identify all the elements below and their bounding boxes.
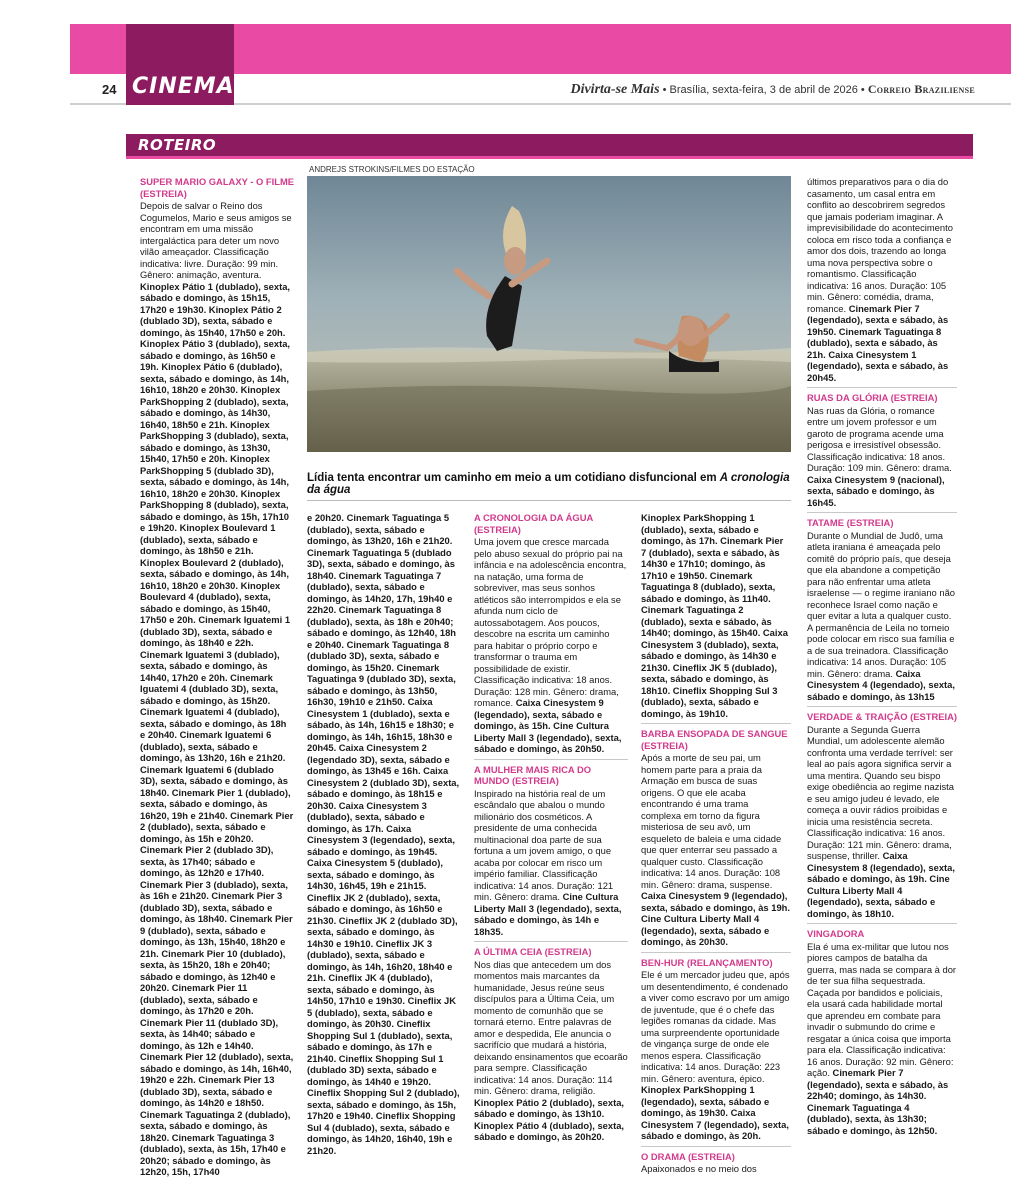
listing-column-2	[307, 512, 461, 1156]
header-section-band	[126, 24, 234, 74]
film-body	[641, 969, 791, 1142]
film-listing	[474, 764, 628, 943]
film-body	[641, 1163, 791, 1175]
film-still-photo	[307, 176, 791, 452]
film-body	[807, 530, 957, 703]
film-body	[807, 724, 957, 920]
film-synopsis: Nas ruas da Glória, o romance entre um jovem professor e um garoto de programa acende uma perigosa e irresistível obsessão. Classificação indicativa: 18 anos. Duração: 109 min. Gênero: drama.	[807, 404, 952, 473]
photo-caption	[307, 472, 791, 496]
masthead-bullet: •	[662, 84, 667, 96]
film-listing	[641, 728, 791, 953]
listing-column-1	[140, 176, 295, 1177]
film-title: SUPER MARIO GALAXY - O FILME (ESTREIA)	[140, 176, 295, 199]
film-sessions: Caixa Cinesystem 9 (legendado), sexta, sábado e domingo, às 15h. Cine Cultura Liberty Mall 3 (legendado), sexta, sábado e domingo, às 20h50.	[474, 697, 622, 754]
film-title: VINGADORA	[807, 928, 865, 939]
film-sessions: Caixa Cinesystem 9 (nacional), sexta, sábado e domingo, às 16h45.	[807, 473, 945, 508]
film-sessions: e 20h20. Cinemark Taguatinga 5 (dublado), sexta, sábado e domingo, às 13h20, 16h e 21h20. Cinemark Taguatinga 5 (dublado 3D), sexta, sábado e domingo, às 18h40. Cinemark Taguatinga 7 (dublado), sexta, sábado e domingo, às 14h20, 17h, 19h40 e 22h20. Cinemark Taguatinga 8 (dublado), sexta, às 18h e 20h40; sábado e domingo, às 12h40, 18h e 20h40. Cinemark Taguatinga 8 (dublado 3D), sexta, sábado e domingo, às 15h20. Cinemark Taguatinga 9 (dublado 3D), sexta, sábado e domingo, às 13h50, 16h30, 19h10 e 21h50. Caixa Cinesystem 1 (dublado), sexta e sábado, às 14h, 16h15 e 18h30; e domingo, às 14h, 16h15, 18h30 e 20h45. Caixa Cinesystem 2 (legendado 3D), sexta, sábado e domingo, às 13h45 e 16h. Caixa Cinesystem 2 (dublado 3D), sexta, sábado e domingo, às 18h15 e 20h30. Caixa Cinesystem 3 (dublado), sexta, sábado e domingo, às 17h. Caixa Cinesystem 3 (legendado), sexta, sábado e domingo, às 19h45. Caixa Cinesystem 5 (dublado), sexta, sábado e domingo, às 14h30, 16h45, 19h e 21h15. Cineflix JK 2 (dublado), sexta, sábado e domingo, às 16h50 e 21h30. Cineflix JK 2 (dublado 3D), sexta, sábado e domingo, às 14h30 e 19h10. Cineflix JK 3 (dublado), sexta, sábado e domingo, às 14h, 16h20, 18h40 e 21h. Cineflix JK 4 (dublado), sexta, sábado e domingo, às 14h50, 17h10 e 19h30. Cineflix JK 5 (dublado), sexta, sábado e domingo, às 20h30. Cineflix Shopping Sul 1 (dublado), sexta, sábado e domingo, às 17h e 21h40. Cineflix Shopping Sul 1 (dublado 3D) sexta, sábado e domingo, às 14h40 e 19h20. Cineflix Shopping Sul 2 (dublado), sexta, sábado e domingo, às 15h, 17h20 e 19h40. Cineflix Shopping Sul 4 (dublado), sexta, sábado e domingo, às 14h20, 16h40, 19h e 21h20.	[307, 512, 460, 1156]
film-synopsis: Ela é uma ex-militar que lutou nos piores campos de batalha da guerra, mas nada se compara à dor de ter sua filha sequestrada. Caçada por bandidos e policiais, ela usará cada habilidade mortal que aprendeu em combate para invadir o submundo do crime e resgatar a única coisa que importa para ela. Classificação indicativa: 16 anos. Duração: 92 min. Gênero: ação.	[807, 940, 957, 1078]
film-body	[807, 176, 957, 383]
film-synopsis: Após a morte de seu pai, um homem parte para a praia da Armação em busca de suas origens. O que ele acaba encontrando é uma trama complexa em torno da figura misteriosa de seu avô, um esqueleto de baleia e uma cidade que quer enterrar seu passado a qualquer custo. Classificação indicativa: 14 anos. Duração: 108 min. Gênero: drama, suspense.	[641, 752, 782, 890]
page-header	[70, 74, 1011, 105]
film-synopsis: Ele é um mercador judeu que, após um desentendimento, é condenado a viver como escravo por um amigo de juventude, que é o chefe das legiões romanas da cidade. Mas uma surpreendente oportunidade de vingança surge de onde ele menos espera. Classificação indicativa: 14 anos. Duração: 223 min. Gênero: aventura, épico.	[641, 969, 790, 1084]
film-title: TATAME (ESTREIA)	[807, 517, 894, 528]
film-sessions: Kinoplex Pátio 1 (dublado), sexta, sábado e domingo, às 15h15, 17h20 e 19h30. Kinoplex Pátio 2 (dublado 3D), sexta, sábado e domingo, às 15h40, 17h50 e 20h. Kinoplex Pátio 3 (dublado), sexta, sábado e domingo, às 16h50 e 19h. Kinoplex Pátio 6 (dublado), sexta, sábado e domingo, às 14h, 16h10, 18h20 e 20h30. Kinoplex ParkShopping 2 (dublado), sexta, sábado e domingo, às 14h30, 16h40, 18h50 e 21h. Kinoplex ParkShopping 3 (dublado), sexta, sábado e domingo, às 13h30, 15h40, 17h50 e 20h. Kinoplex ParkShopping 5 (dublado 3D), sexta, sábado e domingo, às 14h, 16h10, 18h20 e 20h30. Kinoplex ParkShopping 8 (dublado), sexta, sábado e domingo, às 15h, 17h10 e 19h20. Kinoplex Boulevard 1 (dublado), sexta, sábado e domingo, às 18h50 e 21h. Kinoplex Boulevard 2 (dublado), sexta, sábado e domingo, às 14h, 16h10, 18h20 e 20h30. Kinoplex Boulevard 4 (dublado), sexta, sábado e domingo, às 15h40, 17h50 e 20h. Cinemark Iguatemi 1 (dublado 3D), sexta, sábado e domingo, às 18h40 e 22h. Cinemark Iguatemi 3 (dublado), sexta, sábado e domingo, às 14h40, 17h20 e 20h. Cinemark Iguatemi 4 (dublado 3D), sexta, sábado e domingo, às 15h20. Cinemark Iguatemi 4 (dublado), sexta, sábado e domingo, às 18h e 20h40. Cinemark Iguatemi 6 (dublado), sexta, sábado e domingo, às 13h20, 16h e 21h20. Cinemark Iguatemi 6 (dublado 3D), sexta, sábado e domingo, às 18h40. Cinemark Pier 1 (dublado), sexta, sábado e domingo, às 16h20, 19h e 21h40. Cinemark Pier 2 (dublado), sexta, sábado e domingo, às 15h e 20h20. Cinemark Pier 2 (dublado 3D), sexta, às 17h40; sábado e domingo, às 12h20 e 17h40. Cinemark Pier 3 (dublado), sexta, às 16h e 21h20. Cinemark Pier 3 (dublado 3D), sexta, sábado e domingo, às 18h40. Cinemark Pier 9 (dublado), sexta, sábado e domingo, às 13h, 15h40, 18h20 e 21h. Cinemark Pier 10 (dublado), sexta, às 15h20, 18h e 20h40; sábado e domingo, às 12h40 e 20h20. Cinemark Pier 11 (dublado), sexta, sábado e domingo, às 17h20 e 20h. Cinemark Pier 11 (dublado 3D), sexta, às 14h40; sábado e domingo, às 12h e 14h40. Cinemark Pier 12 (dublado), sexta, sábado e domingo, às 14h, 16h40, 19h20 e 22h. Cinemark Pier 13 (dublado 3D), sexta, sábado e domingo, às 14h20 e 18h50. Cinemark Taguatinga 2 (dublado), sexta, sábado e domingo, às 18h20. Cinemark Taguatinga 3 (dublado), sexta, às 15h, 17h40 e 20h20; sábado e domingo, às 12h20, 15h, 17h40	[140, 280, 294, 1177]
film-sessions: Cinemark Pier 7 (legendado), sexta e sábado, às 19h50. Cinemark Taguatinga 8 (dublado), sexta e sábado, às 21h. Caixa Cinesystem 1 (legendado), sexta e sábado, às 20h45.	[807, 302, 949, 383]
header-color-band	[70, 24, 1011, 74]
roteiro-bar	[126, 134, 973, 156]
film-sessions: Kinoplex ParkShopping 1 (legendado), sexta, sábado e domingo, às 19h30. Caixa Cinesystem 7 (legendado), sexta, sábado e domingo, às 20h.	[641, 1084, 789, 1141]
listing-column-4	[641, 512, 791, 1174]
film-sessions: Kinoplex ParkShopping 1 (dublado), sexta, sábado e domingo, às 17h. Cinemark Pier 7 (dublado), sexta e sábado, às 14h30 e 17h10; domingo, às 17h10 e 19h50. Cinemark Taguatinga 8 (dublado), sexta, sábado e domingo, às 11h40. Cinemark Taguatinga 2 (dublado), sexta e sábado, às 14h40; domingo, às 15h40. Caixa Cinesystem 3 (dublado), sexta, sábado e domingo, às 14h30 e 21h30. Cineflix JK 5 (dublado), sexta, sábado e domingo, às 18h10. Cineflix Shopping Sul 3 (dublado), sexta, sábado e domingo, às 19h10.	[641, 512, 788, 719]
film-listing	[641, 1151, 791, 1179]
film-listing	[140, 176, 294, 1182]
listing-column-3	[474, 512, 628, 1142]
film-synopsis: Inspirado na história real de um escândalo que abalou o mundo milionário dos cosméticos. A presidente de uma conhecida multinacional doa parte de sua fortuna a um jovem amigo, o que acaba por colocar em risco um império familiar. Classificação indicativa: 14 anos. Duração: 121 min. Gênero: drama.	[474, 787, 614, 902]
section-label-box	[126, 70, 234, 105]
film-synopsis: últimos preparativos para o dia do casamento, um casal entra em conflito ao descobrirem segredos que jamais poderiam imaginar. A imprevisibilidade do acontecimento coloca em risco toda a confiança e amor dos dois, trazendo ao longa uma nova perspectiva sobre o romantismo. Classificação indicativa: 16 anos. Duração: 105 min. Gênero: comédia, drama, romance.	[807, 176, 953, 314]
film-synopsis: Durante a Segunda Guerra Mundial, um adolescente alemão confronta uma verdade terrível: ser leal ao país agora significa servir a uma mentira. Quando seu bispo exige obediência ao regime nazista e seu amigo judeu é levado, ele começa a ouvir rádios proibidas e inicia uma resistência secreta. Classificação indicativa: 16 anos. Duração: 121 min. Gênero: drama, suspense, thriller.	[807, 723, 954, 861]
section-title: CINEMA	[132, 74, 235, 99]
film-title: BARBA ENSOPADA DE SANGUE (ESTREIA)	[641, 728, 788, 751]
film-listing	[807, 392, 957, 513]
supplement-name: Divirta-se Mais	[570, 82, 660, 97]
film-body	[641, 512, 791, 719]
masthead	[570, 82, 975, 98]
film-body	[140, 200, 294, 1178]
photo-credit: ANDREJS STROKINS/FILMES DO ESTAÇÃO	[309, 165, 475, 174]
film-title: A MULHER MAIS RICA DO MUNDO (ESTREIA)	[474, 763, 592, 786]
film-body	[641, 752, 791, 948]
film-listing	[641, 957, 791, 1147]
film-body	[474, 959, 628, 1143]
film-body	[807, 941, 957, 1137]
film-synopsis: Nos dias que antecedem um dos momentos mais marcantes da humanidade, Jesus reúne seus discípulos para a Última Ceia, um momento de comunhão que se tornará eterno. Entre palavras de amor e despedida, Ele anuncia o sacrifício que mudará a história, deixando ensinamentos que ecoarão para sempre. Classificação indicativa: 14 anos. Duração: 114 min. Gênero: drama, religião.	[474, 958, 628, 1096]
masthead-bullet: •	[860, 84, 865, 96]
roteiro-rule	[126, 156, 973, 159]
film-title: A ÚLTIMA CEIA (ESTREIA)	[474, 946, 592, 957]
film-listing	[807, 928, 957, 1140]
film-body	[474, 788, 628, 938]
film-body	[807, 405, 957, 509]
film-synopsis: Durante o Mundial de Judô, uma atleta iraniana é ameaçada pelo comitê do próprio país, que deseja que ela abandone a competição para não enfrentar uma atleta israelense — o regime iraniano não reconhece Israel como nação e quer evitar a luta a qualquer custo. A permanência de Leila no torneio pode colocar em risco sua família e a de sua treinadora. Classificação indicativa: 14 anos. Duração: 105 min. Gênero: drama.	[807, 529, 955, 679]
newspaper-brand: Correio Braziliense	[867, 82, 975, 96]
film-sessions: Cinemark Pier 7 (legendado), sexta e sábado, às 22h40; domingo, às 14h30. Cinemark Taguatinga 4 (dublado), sexta, às 13h30; sábado e domingo, às 12h50.	[807, 1067, 949, 1136]
film-sessions: Cine Cultura Liberty Mall 3 (legendado), sexta, sábado e domingo, às 14h e 18h35.	[474, 891, 622, 937]
page-number: 24	[102, 82, 117, 97]
film-still-image	[307, 176, 791, 452]
dateline: Brasília, sexta-feira, 3 de abril de 2026	[669, 84, 858, 96]
film-sessions: Caixa Cinesystem 9 (legendado), sexta, sábado e domingo, às 19h. Cine Cultura Liberty Mall 4 (legendado), sexta, sábado e domingo, às 20h30.	[641, 890, 791, 947]
film-listing	[807, 711, 957, 924]
film-body	[307, 512, 461, 1156]
caption-film-title: A cronologia da água	[307, 472, 790, 496]
film-listing	[807, 517, 957, 707]
film-sessions: Caixa Cinesystem 4 (legendado), sexta, sábado e domingo, às 13h15	[807, 667, 955, 702]
film-title: VERDADE & TRAIÇÃO (ESTREIA)	[807, 711, 958, 722]
caption-rule	[307, 500, 791, 501]
film-title: BEN-HUR (RELANÇAMENTO)	[641, 956, 773, 968]
film-title: A CRONOLOGIA DA ÁGUA (ESTREIA)	[474, 512, 593, 535]
film-title: RUAS DA GLÓRIA (ESTREIA)	[807, 392, 938, 403]
roteiro-title: ROTEIRO	[138, 136, 217, 154]
film-title: O DRAMA (ESTREIA)	[641, 1150, 735, 1162]
film-listing	[474, 946, 628, 1147]
film-synopsis: Depois de salvar o Reino dos Cogumelos, Mario e seus amigos se encontram em uma missão intergaláctica para deter um novo vilão ameaçador. Classificação indicativa: livre. Duração: 99 min. Gênero: animação, aventura.	[140, 200, 292, 280]
caption-text: Lídia tenta encontrar um caminho em meio a um cotidiano disfuncional em	[307, 472, 720, 484]
film-synopsis: Apaixonados e no meio dos	[641, 1163, 757, 1174]
film-listing	[807, 176, 957, 388]
film-sessions: Caixa Cinesystem 8 (legendado), sexta, sábado e domingo, às 19h. Cine Cultura Liberty Mall 4 (legendado), sexta, sábado e domingo, às 18h10.	[807, 850, 955, 919]
listing-column-5	[807, 176, 958, 1136]
film-listing	[474, 512, 628, 760]
film-sessions: Kinoplex Pátio 2 (dublado), sexta, sábado e domingo, às 13h10. Kinoplex Pátio 4 (dublado), sexta, sábado e domingo, às 20h20.	[474, 1096, 625, 1142]
film-listing	[641, 512, 791, 724]
film-synopsis: Uma jovem que cresce marcada pelo abuso sexual do próprio pai na infância e na adolescência encontra, na natação, uma forma de sobreviver, mas seus sonhos atléticos são interrompidos e ela se afunda num ciclo de autossabotagem. Aos poucos, descobre na escrita um caminho para habitar o próprio corpo e transformar o trauma em possibilidade de existir. Classificação indicativa: 18 anos. Duração: 128 min. Gênero: drama, romance.	[474, 536, 627, 708]
film-body	[474, 536, 628, 755]
